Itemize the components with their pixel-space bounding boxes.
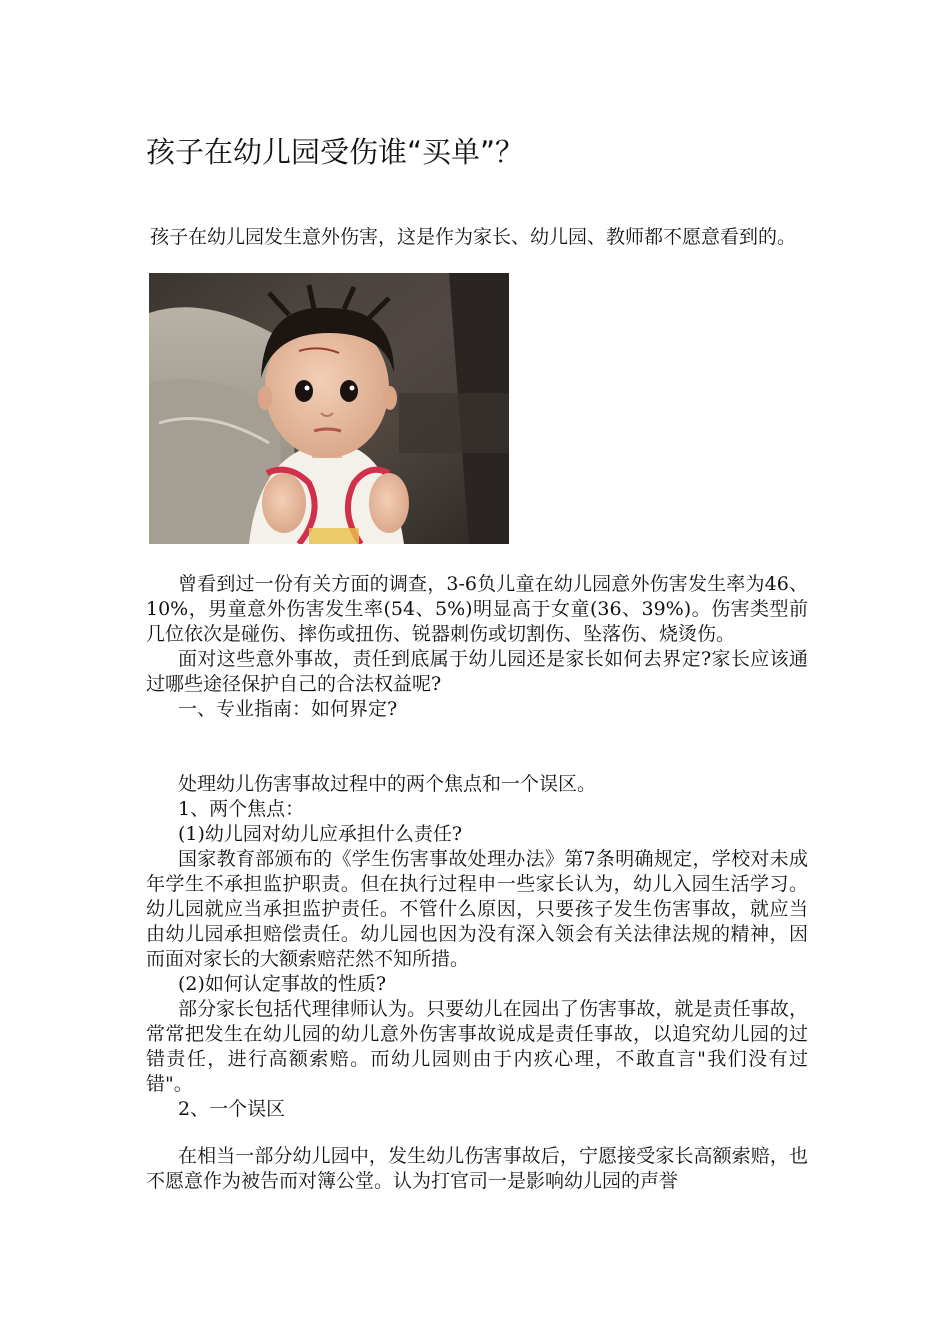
responsibility-question-paragraph: 面对这些意外事故，责任到底属于幼儿园还是家长如何去界定?家长应该通过哪些途径保护自己的合法权益呢? [146,648,808,695]
survey-paragraph: 曾看到过一份有关方面的调查，3-6负儿童在幼儿园意外伤害发生率为46、10%，男童意外伤害发生率(54、5%)明显高于女童(36、39%)。伤害类型前几位依次是碰伤、摔伤或扭伤、锐器刺伤或切割伤、坠落伤、烧烫伤。 [146,573,808,645]
subheading-misconception: 2、一个误区 [178,1098,286,1120]
focus-intro-paragraph: 处理幼儿伤害事故过程中的两个焦点和一个误区。 [178,773,597,795]
child-photo-illustration [149,273,509,544]
section-heading-guide: 一、专业指南：如何界定? [178,698,398,720]
article-body [146,572,808,1194]
regulation-paragraph: 国家教育部颁布的《学生伤害事故处理办法》第7条明确规定，学校对未成年学生不承担监护职责。但在执行过程申一些家长认为，幼儿入园生活学习。幼儿园就应当承担监护责任。不管什么原因，只要孩子发生伤害事故，就应当由幼儿园承担赔偿责任。幼儿园也因为没有深入领会有关法律法规的精神，因而面对家长的大额索赔茫然不知所措。 [146,848,808,970]
intro-paragraph: 孩子在幼儿园发生意外伤害，这是作为家长、幼儿园、教师都不愿意看到的。 [150,226,797,248]
child-photo [149,273,509,544]
spacer [146,1122,808,1144]
document-title: 孩子在幼儿园受伤谁“买单”？ [146,135,525,169]
accident-nature-paragraph: 部分家长包括代理律师认为。只要幼儿在园出了伤害事故，就是责任事故，常常把发生在幼儿园的幼儿意外伤害事故说成是责任事故，以追究幼儿园的过错责任，进行高额索赔。而幼儿园则由于内疚心理，不敢直言"我们没有过错"。 [146,998,808,1095]
subheading-two-focuses: 1、两个焦点： [178,798,305,820]
misconception-paragraph: 在相当一部分幼儿园中，发生幼儿伤害事故后，宁愿接受家长高额索赔，也不愿意作为被告而对簿公堂。认为打官司一是影响幼儿园的声誉 [146,1145,808,1192]
question-two: (2)如何认定事故的性质? [178,973,387,995]
question-one: (1)幼儿园对幼儿应承担什么责任? [178,823,463,845]
spacer [146,722,808,772]
